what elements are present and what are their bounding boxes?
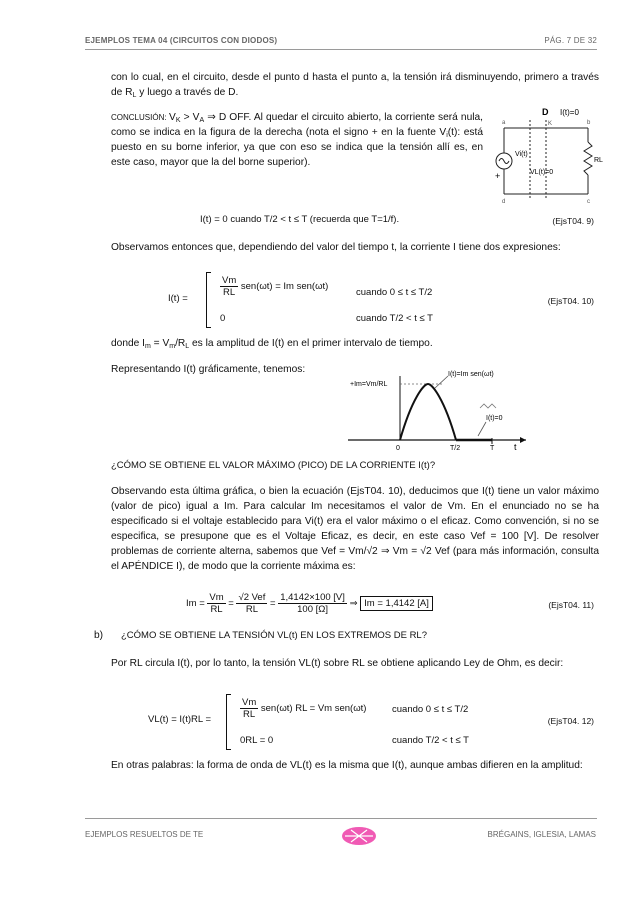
- equation-12-row2: 0RL = 0: [240, 735, 274, 746]
- eq10-num: Vm: [222, 275, 237, 286]
- x-axis-label: t: [514, 442, 517, 452]
- eq10-fraction: [220, 275, 238, 298]
- page-number: PÁG. 7 DE 32: [544, 36, 597, 45]
- donde-m2: m: [169, 343, 176, 350]
- footer-title: EJEMPLOS RESUELTOS DE TE: [85, 830, 204, 839]
- curve-pointer: [435, 376, 448, 388]
- eq11-equals2: =: [270, 598, 276, 610]
- donde-b: = V: [150, 338, 170, 349]
- eq11-f3n: 1,4142×100 [V]: [280, 592, 345, 603]
- zero-label: I(t)=0: [486, 415, 503, 422]
- conclusion-tail: (t): está puesto en su borne inferior, ya que con eso se indica que la tensión allí es, en este caso, mayor que la del borne superior).: [111, 127, 483, 168]
- header-title: EJEMPLOS TEMA 04 (CIRCUITOS CON DIODOS): [85, 36, 278, 45]
- vi-label: Vi(t): [515, 151, 528, 158]
- rl-label: RL: [594, 157, 603, 164]
- equation-9: I(t) = 0 cuando T/2 < t ≤ T (recuerda que T=1/f).: [200, 214, 400, 225]
- equation-12-cond2: cuando T/2 < t ≤ T: [392, 735, 469, 746]
- resistor-symbol: [584, 142, 592, 175]
- current-graph: [340, 368, 530, 452]
- paragraph-conclusion: [111, 110, 483, 170]
- conclusion-rest: ⇒ D OFF. Al quedar el circuito abierto, la corriente será nula, como se indica en la figura de la derecha (nota el signo + en la fuente V: [111, 112, 483, 138]
- amplitude-label: +Im=Vm/RL: [350, 381, 388, 388]
- equation-9-tag: (EjsT04. 9): [552, 216, 594, 226]
- break-mark: [480, 404, 496, 408]
- current-label: I(t)=0: [560, 108, 579, 117]
- conclusion-mid: > V: [180, 112, 200, 123]
- eq11-f3d: 100 [Ω]: [297, 604, 328, 615]
- equation-10-brace: [206, 272, 211, 328]
- paragraph-observamos: Observamos entonces que, dependiendo del valor del tiempo t, la corriente I tiene dos expresiones:: [111, 242, 561, 253]
- diode-label: D: [542, 107, 549, 117]
- eq11-frac3: [278, 592, 347, 615]
- plus-sign: +: [495, 171, 501, 181]
- conclusion-a: A: [199, 117, 205, 124]
- eq12-den: RL: [243, 709, 256, 720]
- eq11-f1d: RL: [210, 604, 223, 615]
- footer-authors: BRÉGAINS, IGLESIA, LAMAS: [487, 830, 596, 839]
- equation-10-cond2: cuando T/2 < t ≤ T: [356, 313, 433, 324]
- paragraph-intro: [111, 70, 599, 100]
- donde-l: L: [185, 343, 190, 350]
- intro-sub: L: [132, 92, 137, 99]
- paragraph-donde: [111, 336, 599, 351]
- curve-label: I(t)=Im sen(ωt): [448, 371, 494, 378]
- node-d-label: d: [502, 199, 506, 205]
- zero-pointer: [478, 422, 486, 436]
- equation-10-lhs: I(t) =: [168, 293, 188, 304]
- time-axis-arrow: [520, 437, 526, 443]
- donde-m: m: [145, 343, 151, 350]
- eq10-den: RL: [223, 287, 236, 298]
- donde-a: donde I: [111, 338, 145, 349]
- paragraph-por-rl: Por RL circula I(t), por lo tanto, la tensión VL(t) sobre RL se obtiene aplicando Ley de Ohm, es decir:: [111, 658, 564, 669]
- eq11-implies: ⇒: [349, 598, 358, 610]
- intro-text: con lo cual, en el circuito, desde el punto d hasta el punto a, la tensión irá disminuyendo, primero a través de R: [111, 72, 599, 98]
- conclusion-label: CONCLUSIÓN:: [111, 113, 170, 122]
- question-peak: ¿CÓMO SE OBTIENE EL VALOR MÁXIMO (PICO) DE LA CORRIENTE I(t)?: [111, 460, 436, 471]
- university-logo-icon: [341, 826, 377, 846]
- vl-label: VL(t)=0: [530, 169, 554, 176]
- header-divider: [85, 49, 597, 50]
- conclusion-i: i: [446, 132, 448, 139]
- donde-d: es la amplitud de I(t) en el primer intervalo de tiempo.: [189, 338, 433, 349]
- x-tick-T2: T/2: [450, 445, 461, 452]
- eq12-num: Vm: [242, 697, 257, 708]
- eq11-frac1: [207, 592, 225, 615]
- donde-c: /R: [175, 338, 186, 349]
- equation-10-row2: 0: [220, 313, 226, 324]
- footer-divider: [85, 818, 597, 819]
- x-tick-T: T: [490, 445, 495, 452]
- eq11-f2n: √2 Vef: [238, 592, 266, 603]
- equation-12-brace: [226, 694, 231, 750]
- eq11-f1n: Vm: [209, 592, 224, 603]
- equation-10-row1: [220, 275, 328, 298]
- equation-10-cond1: cuando 0 ≤ t ≤ T/2: [356, 287, 433, 298]
- equation-11: [186, 592, 433, 615]
- equation-12-tag: (EjsT04. 12): [547, 716, 594, 726]
- x-tick-0: 0: [396, 445, 400, 452]
- eq12-row1-text: sen(ωt) RL = Vm sen(ωt): [260, 703, 367, 715]
- paragraph-otras: En otras palabras: la forma de onda de VL(t) es la misma que I(t), aunque ambas difieren en la amplitud:: [111, 760, 583, 771]
- node-b-label: b: [587, 120, 591, 126]
- equation-12-cond1: cuando 0 ≤ t ≤ T/2: [392, 704, 469, 715]
- equation-12-row1: [240, 697, 366, 720]
- eq10-row1-text: sen(ωt) = Im sen(ωt): [240, 281, 329, 293]
- equation-11-tag: (EjsT04. 11): [548, 600, 594, 610]
- conclusion-k: K: [175, 117, 181, 124]
- conclusion-v: V: [169, 112, 176, 123]
- eq11-result: Im = 1,4142 [A]: [360, 596, 433, 611]
- question-vl: ¿CÓMO SE OBTIENE LA TENSIÓN VL(t) EN LOS EXTREMOS DE RL?: [121, 630, 428, 641]
- eq11-frac2: [236, 592, 267, 615]
- intro-end: y luego a través de D.: [136, 87, 239, 98]
- item-b-label: b): [94, 630, 104, 641]
- eq11-lhs: Im =: [186, 598, 205, 610]
- node-a-label: a: [502, 120, 506, 126]
- eq12-fraction: [240, 697, 258, 720]
- circuit-diagram: [488, 106, 606, 206]
- half-sine-curve: [400, 384, 456, 440]
- paragraph-observando: Observando esta última gráfica, o bien la ecuación (EjsT04. 10), deducimos que I(t) tiene un valor máximo (valor de pico) igual a Im. Para calcular Im necesitamos el valor de Vm. En el enunciado no se ha especificado si el voltaje establecido para Vi(t) era el valor máximo o el eficaz. Como convención, si no se especifica, se presupone que es el Voltaje Eficaz, es decir, en este caso Vef = 100 [V]. De resolver problemas de corriente alterna, sabemos que Vef = Vm/√2 ⇒ Vm = √2 Vef (para más información, consulta el APÉNDICE I), de modo que la corriente máxima es:: [111, 486, 599, 572]
- eq11-equals1: =: [228, 598, 234, 610]
- node-k-label: K: [548, 121, 553, 127]
- paragraph-representando: Representando I(t) gráficamente, tenemos:: [111, 364, 306, 375]
- node-c-label: c: [587, 199, 590, 205]
- eq11-f2d: RL: [245, 604, 258, 615]
- equation-10-tag: (EjsT04. 10): [547, 296, 594, 306]
- equation-12-lhs: VL(t) = I(t)RL =: [148, 714, 211, 725]
